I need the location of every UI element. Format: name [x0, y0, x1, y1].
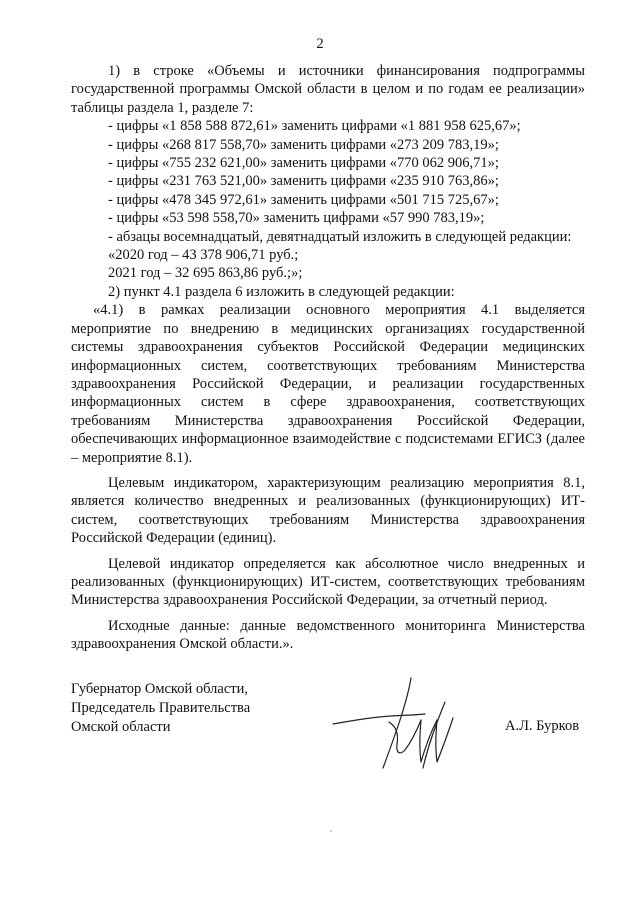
year-2020-line: «2020 год – 43 378 906,71 руб.;: [108, 247, 299, 264]
year-2021-line: 2021 год – 32 695 863,86 руб.;»;: [108, 265, 303, 282]
item2-paragraph-2: Целевым индикатором, характеризующим реализацию мероприятия 8.1, является количество внедренных и реализованных (функционирующих) ИТ-систем, соответствующих требованиям Министерства здравоохранения Российской Федерации (единиц).: [71, 474, 585, 547]
replacement-line: - цифры «268 817 558,70» заменить цифрами «273 209 783,19»;: [108, 136, 499, 153]
signatory-title-line: Омской области: [71, 719, 171, 735]
page-number: 2: [316, 36, 324, 52]
replacement-line: - цифры «231 763 521,00» заменить цифрами «235 910 763,86»;: [108, 173, 499, 190]
replacement-line: - цифры «755 232 621,00» заменить цифрами «770 062 906,71»;: [108, 155, 499, 172]
replacement-line: - цифры «1 858 588 872,61» заменить цифрами «1 881 958 625,67»;: [108, 118, 521, 135]
replacement-line: - цифры «478 345 972,61» заменить цифрами «501 715 725,67»;: [108, 191, 499, 208]
item2-paragraph-3: Целевой индикатор определяется как абсолютное число внедренных и реализованных (функционирующих) ИТ-систем, соответствующих требованиям Министерства здравоохранения Российской Федерации, за отчетный период.: [71, 555, 585, 609]
item2-paragraph-4: Исходные данные: данные ведомственного мониторинга Министерства здравоохранения Омской области.».: [71, 617, 585, 653]
signatory-title-line: Председатель Правительства: [71, 700, 251, 716]
handwritten-signature: [325, 672, 475, 772]
scan-speck: [330, 830, 332, 832]
item1-intro: 1) в строке «Объемы и источники финансирования подпрограммы государственной программы Омской области в целом и по годам ее реализации» таблицы раздела 1, разделе 7:: [71, 63, 585, 116]
signatory-title-line: Губернатор Омской области,: [71, 681, 248, 697]
document-body: [71, 62, 585, 654]
item2-paragraph-1: «4.1) в рамках реализации основного мероприятия 4.1 выделяется мероприятие по внедрению в медицинских организациях государственной системы здравоохранения субъектов Российской Федерации медицинских информационных систем, соответствующих требованиям Министерства здравоохранения Российской Федерации, и реализации государственных информационных систем в сфере здравоохранения, соответствующих требованиям Министерства здравоохранения Российской Федерации, обеспечивающих информационное взаимодействие с подсистемами ЕГИСЗ (далее – мероприятие 8.1).: [71, 302, 585, 466]
signatory-name: А.Л. Бурков: [505, 718, 580, 734]
item2-intro: 2) пункт 4.1 раздела 6 изложить в следующей редакции:: [108, 283, 455, 300]
replacement-line: - цифры «53 598 558,70» заменить цифрами «57 990 783,19»;: [108, 210, 485, 227]
signatory-title: [71, 680, 250, 737]
paragraphs-instruction: - абзацы восемнадцатый, девятнадцатый изложить в следующей редакции:: [108, 228, 572, 245]
